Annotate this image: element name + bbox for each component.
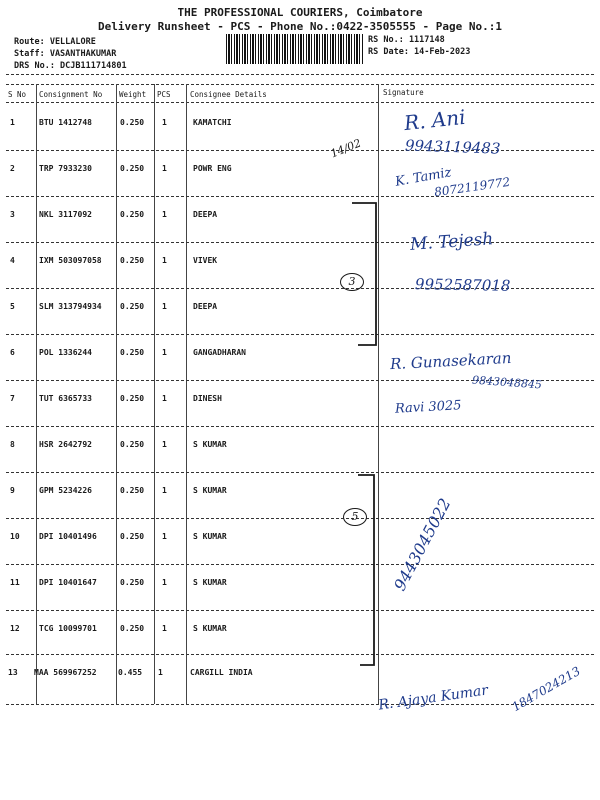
signature-13-phone: 1847024213 (509, 663, 583, 715)
row-sno: 12 (10, 624, 20, 633)
column-header-divider (6, 102, 594, 103)
row-pcs: 1 (162, 348, 167, 357)
column-separator (186, 84, 187, 704)
row-sno: 9 (10, 486, 15, 495)
signature-6-name: R. Gunasekaran (389, 348, 512, 374)
row-weight: 0.455 (118, 668, 143, 677)
column-header-pcs: PCS (157, 90, 171, 99)
row-pcs: 1 (162, 302, 167, 311)
column-header-weight: Weight (119, 90, 147, 99)
column-header-consignment: Consignment No (39, 90, 103, 99)
row-pcs: 1 (162, 164, 167, 173)
row-weight: 0.250 (120, 256, 145, 265)
row-weight: 0.250 (120, 348, 145, 357)
row-sno: 5 (10, 302, 15, 311)
row-weight: 0.250 (120, 302, 145, 311)
row-consignee: POWR ENG (193, 164, 232, 173)
row-weight: 0.250 (120, 118, 145, 127)
header-divider (6, 74, 594, 75)
row-sno: 13 (8, 668, 18, 677)
row-consignee: S KUMAR (193, 440, 227, 449)
row-sno: 7 (10, 394, 15, 403)
signature-2-name: K. Tamiz (394, 165, 453, 190)
row-pcs: 1 (162, 118, 167, 127)
column-header-signature: Signature (383, 88, 424, 97)
row-weight: 0.250 (120, 486, 145, 495)
signature-13-name: R. Ajaya Kumar (377, 682, 490, 714)
row-sno: 1 (10, 118, 15, 127)
row-consignee: DEEPA (193, 302, 218, 311)
row-consignee: S KUMAR (193, 624, 227, 633)
row-weight: 0.250 (120, 578, 145, 587)
row-consignment-no: NKL 3117092 (39, 210, 92, 219)
row-sno: 4 (10, 256, 15, 265)
row-divider (6, 426, 594, 427)
row-divider (6, 564, 594, 565)
row-weight: 0.250 (120, 164, 145, 173)
row-consignment-no: DPI 10401496 (39, 532, 97, 541)
drs-number: DRS No.: DCJB111714801 (14, 61, 127, 71)
row-sno: 3 (10, 210, 15, 219)
delivery-date-note: 14/02 (328, 136, 363, 161)
row-pcs: 1 (162, 486, 167, 495)
signature-3-phone: 9952587018 (414, 275, 511, 295)
row-consignment-no: POL 1336244 (39, 348, 92, 357)
row-consignment-no: DPI 10401647 (39, 578, 97, 587)
row-sno: 6 (10, 348, 15, 357)
row-divider (6, 610, 594, 611)
row-divider (6, 150, 594, 151)
signature-3-name: M. Tejesh (409, 229, 494, 255)
signature-8-12-phone: 9443045022 (390, 495, 455, 594)
row-consignment-no: SLM 313794934 (39, 302, 102, 311)
row-consignee: GANGADHARAN (193, 348, 246, 357)
circled-count: 5 (343, 508, 367, 526)
column-separator (116, 84, 117, 704)
rs-date: RS Date: 14-Feb-2023 (368, 47, 471, 57)
row-pcs: 1 (162, 532, 167, 541)
row-consignment-no: TCG 10099701 (39, 624, 97, 633)
signature-2-phone: 8072119772 (433, 174, 511, 200)
row-divider (6, 196, 594, 197)
barcode (226, 34, 364, 64)
row-divider (6, 518, 594, 519)
column-header-sno: S No (8, 90, 27, 99)
signature-7-note: Ravi 3025 (394, 398, 462, 417)
row-consignment-no: HSR 2642792 (39, 440, 92, 449)
signature-1-name: R. Ani (402, 104, 467, 136)
row-divider (6, 334, 594, 335)
table-bottom-divider (6, 704, 594, 705)
rs-number: RS No.: 1117148 (368, 35, 445, 45)
row-consignee: S KUMAR (193, 578, 227, 587)
signature-1-phone: 9943119483 (404, 136, 501, 158)
row-pcs: 1 (158, 668, 163, 677)
row-consignee: DEEPA (193, 210, 218, 219)
row-consignment-no: TUT 6365733 (39, 394, 92, 403)
column-separator (154, 84, 155, 704)
row-weight: 0.250 (120, 394, 145, 403)
row-pcs: 1 (162, 394, 167, 403)
row-consignee: VIVEK (193, 256, 218, 265)
handwritten-brackets (330, 195, 390, 675)
row-pcs: 1 (162, 624, 167, 633)
column-header-consignee: Consignee Details (190, 90, 267, 99)
row-divider (6, 472, 594, 473)
row-consignment-no: IXM 503097058 (39, 256, 102, 265)
company-title: THE PROFESSIONAL COURIERS, Coimbatore (177, 6, 423, 19)
row-weight: 0.250 (120, 440, 145, 449)
row-consignment-no: MAA 569967252 (34, 668, 97, 677)
row-consignee: KAMATCHI (193, 118, 232, 127)
row-sno: 11 (10, 578, 20, 587)
signature-6-phone: 9843048845 (471, 373, 543, 392)
row-divider (6, 242, 594, 243)
header-divider (6, 84, 594, 85)
row-pcs: 1 (162, 256, 167, 265)
row-sno: 8 (10, 440, 15, 449)
row-weight: 0.250 (120, 210, 145, 219)
runsheet-title: Delivery Runsheet - PCS - Phone No.:0422-3505555 - Page No.:1 (98, 20, 502, 33)
row-sno: 10 (10, 532, 20, 541)
row-sno: 2 (10, 164, 15, 173)
row-pcs: 1 (162, 210, 167, 219)
row-consignee: CARGILL INDIA (190, 668, 253, 677)
row-consignee: S KUMAR (193, 486, 227, 495)
row-consignee: S KUMAR (193, 532, 227, 541)
row-consignment-no: TRP 7933230 (39, 164, 92, 173)
column-separator (36, 84, 37, 704)
row-consignment-no: GPM 5234226 (39, 486, 92, 495)
row-pcs: 1 (162, 578, 167, 587)
row-consignment-no: BTU 1412748 (39, 118, 92, 127)
row-pcs: 1 (162, 440, 167, 449)
staff-label: Staff: VASANTHAKUMAR (14, 49, 117, 59)
circled-count: 3 (340, 273, 364, 291)
row-divider (6, 654, 594, 655)
row-consignee: DINESH (193, 394, 222, 403)
row-weight: 0.250 (120, 532, 145, 541)
row-weight: 0.250 (120, 624, 145, 633)
route-label: Route: VELLALORE (14, 37, 96, 47)
